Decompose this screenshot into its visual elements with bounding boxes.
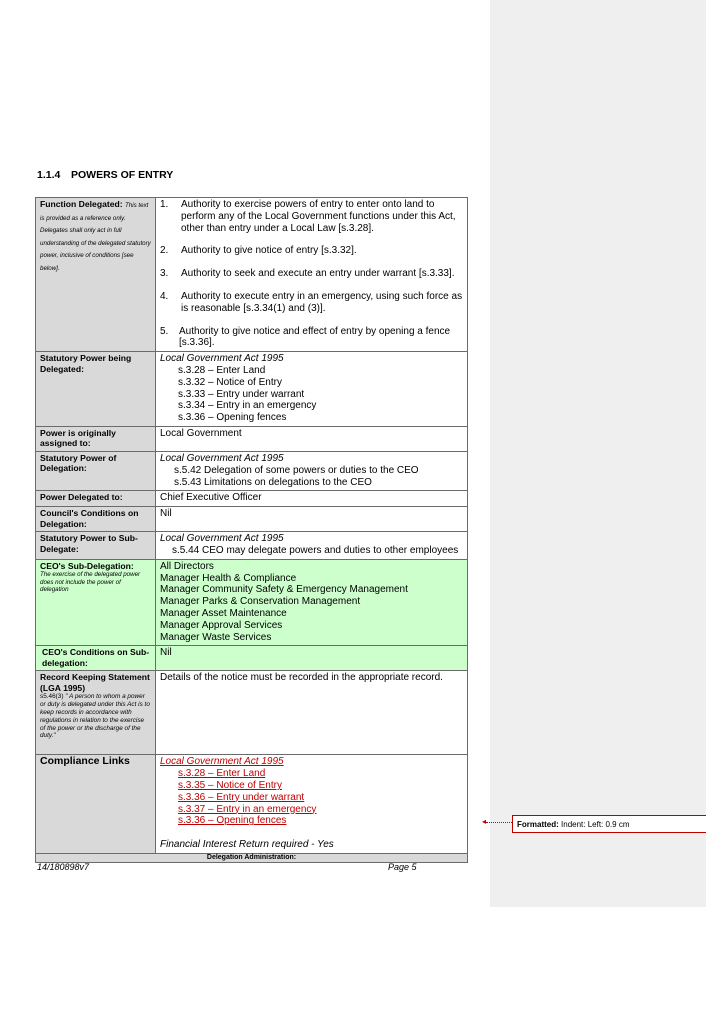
act-name: Local Government Act 1995: [160, 452, 284, 464]
sub-delegate-item: Manager Asset Maintenance: [160, 607, 287, 619]
formatting-comment[interactable]: [512, 815, 706, 833]
label-text: Record Keeping Statement (LGA 1995): [40, 672, 150, 693]
act-link[interactable]: Local Government Act 1995: [160, 756, 284, 768]
delegation-note: The exercise of the delegated power does not include the power of delegation: [40, 571, 141, 594]
comment-connector: [486, 822, 514, 823]
section-line: s.3.34 – Entry in an emergency: [178, 400, 317, 412]
item-text: Authority to give notice of entry [s.3.32].: [181, 245, 357, 257]
item-number: 2.: [160, 245, 169, 257]
label-ceo-conditions: CEO's Conditions on Sub-delegation:: [36, 646, 156, 671]
value-council-conditions: Nil: [156, 507, 468, 532]
page-number: Page 5: [388, 862, 417, 872]
row-ceo-conditions: [36, 646, 468, 671]
function-item: [160, 291, 463, 315]
act-name: Local Government Act 1995: [160, 533, 284, 545]
comment-margin-pane: [490, 0, 706, 907]
label-record-keeping: [36, 671, 156, 755]
delegation-table: [35, 197, 468, 863]
sub-delegate-item: Manager Parks & Conservation Management: [160, 596, 361, 608]
value-ceo-sub-delegation: [156, 559, 468, 646]
sub-delegate-item: Manager Health & Compliance: [160, 572, 297, 584]
label-sub-delegate: Statutory Power to Sub-Delegate:: [36, 532, 156, 560]
section-line: s.3.28 – Enter Land: [178, 364, 266, 376]
value-record-keeping: Details of the notice must be recorded in the appropriate record.: [156, 671, 468, 755]
section-line: s.3.32 – Notice of Entry: [178, 376, 282, 388]
section-title: POWERS OF ENTRY: [71, 169, 174, 181]
value-sub-delegate: [156, 532, 468, 560]
section-line: s.3.36 – Opening fences: [178, 412, 287, 424]
value-delegated-to: Chief Executive Officer: [156, 491, 468, 507]
row-statutory-delegation: [36, 451, 468, 490]
value-function-delegated: [156, 198, 468, 352]
label-function-delegated: [36, 198, 156, 352]
function-item: [160, 245, 463, 257]
label-text: CEO's Sub-Delegation:: [40, 560, 134, 571]
value-compliance-links: [156, 755, 468, 854]
financial-interest-note: Financial Interest Return required - Yes: [160, 839, 334, 851]
item-text: Authority to exercise powers of entry to enter onto land to perform any of the Local Government functions under this Act, other than entry under a Local Law [s.3.28].: [181, 199, 456, 234]
row-record-keeping: [36, 671, 468, 755]
value-statutory-power: [156, 352, 468, 427]
section-line: s.5.43 Limitations on delegations to the CEO: [174, 476, 372, 488]
sub-delegate-item: Manager Waste Services: [160, 631, 272, 643]
compliance-link[interactable]: s.3.28 – Enter Land: [178, 768, 266, 780]
reference-quote: " A person to whom a power or duty is delegated under this Act is to keep records in accordance with regulations in relation to the exercise of the power or the discharge of the duty.": [40, 693, 150, 740]
item-text: Authority to execute entry in an emergency, using such force as is reasonable [s.3.34(1) and (3)].: [181, 290, 463, 314]
comment-anchor-icon: ◂: [482, 817, 487, 826]
label-originally-assigned: Power is originally assigned to:: [36, 426, 156, 451]
delegation-administration-header: Delegation Administration:: [36, 853, 468, 862]
compliance-link[interactable]: s.3.36 – Opening fences: [178, 815, 287, 827]
sub-delegate-item: All Directors: [160, 560, 214, 572]
label-text: Function Delegated:: [40, 199, 123, 209]
item-number: 3.: [160, 268, 169, 280]
section-line: s.3.33 – Entry under warrant: [178, 388, 305, 400]
label-ceo-sub-delegation: [36, 559, 156, 646]
document-id: 14/180898v7: [37, 862, 90, 872]
reference-section: s5.46(3): [40, 693, 64, 701]
label-council-conditions: Council's Conditions on Delegation:: [36, 507, 156, 532]
row-statutory-power: [36, 352, 468, 427]
item-text: Authority to give notice and effect of entry by opening a fence [s.3.36].: [179, 325, 451, 349]
row-council-conditions: [36, 507, 468, 532]
row-compliance-links: [36, 755, 468, 854]
row-originally-assigned: [36, 426, 468, 451]
row-function-delegated: [36, 198, 468, 352]
row-ceo-sub-delegation: [36, 559, 468, 646]
compliance-link[interactable]: s.3.37 – Entry in an emergency: [178, 803, 317, 815]
label-delegated-to: Power Delegated to:: [36, 491, 156, 507]
section-heading: [37, 169, 173, 181]
item-number: 4.: [160, 290, 169, 302]
value-originally-assigned: Local Government: [156, 426, 468, 451]
value-ceo-conditions: Nil: [156, 646, 468, 671]
function-item: [160, 326, 463, 350]
item-number: 5.: [160, 325, 169, 337]
compliance-link[interactable]: s.3.35 – Notice of Entry: [178, 779, 282, 791]
sub-delegate-item: Manager Community Safety & Emergency Management: [160, 584, 408, 596]
comment-text: Indent: Left: 0.9 cm: [561, 820, 630, 829]
compliance-link[interactable]: s.3.36 – Entry under warrant: [178, 791, 305, 803]
function-item: [160, 268, 463, 280]
reference-note: This text is provided as a reference only. Delegates shall only act in full understanding of the delegated statutory power, inclusive of conditions [see below].: [40, 202, 151, 272]
record-reference: [40, 693, 151, 740]
act-name: Local Government Act 1995: [160, 353, 284, 365]
item-text: Authority to seek and execute an entry under warrant [s.3.33].: [181, 268, 455, 280]
row-sub-delegate: [36, 532, 468, 560]
sub-delegate-item: Manager Approval Services: [160, 619, 283, 631]
label-statutory-delegation: Statutory Power of Delegation:: [36, 451, 156, 490]
item-number: 1.: [160, 199, 169, 210]
section-line: s.5.42 Delegation of some powers or duties to the CEO: [174, 464, 419, 476]
value-statutory-delegation: [156, 451, 468, 490]
comment-label: Formatted:: [517, 820, 559, 829]
row-delegated-to: [36, 491, 468, 507]
section-number: 1.1.4: [37, 169, 61, 181]
section-line: s.5.44 CEO may delegate powers and duties to other employees: [172, 544, 459, 556]
label-statutory-power: Statutory Power being Delegated:: [36, 352, 156, 427]
label-compliance-links: Compliance Links: [36, 755, 156, 854]
function-item: [160, 199, 463, 234]
